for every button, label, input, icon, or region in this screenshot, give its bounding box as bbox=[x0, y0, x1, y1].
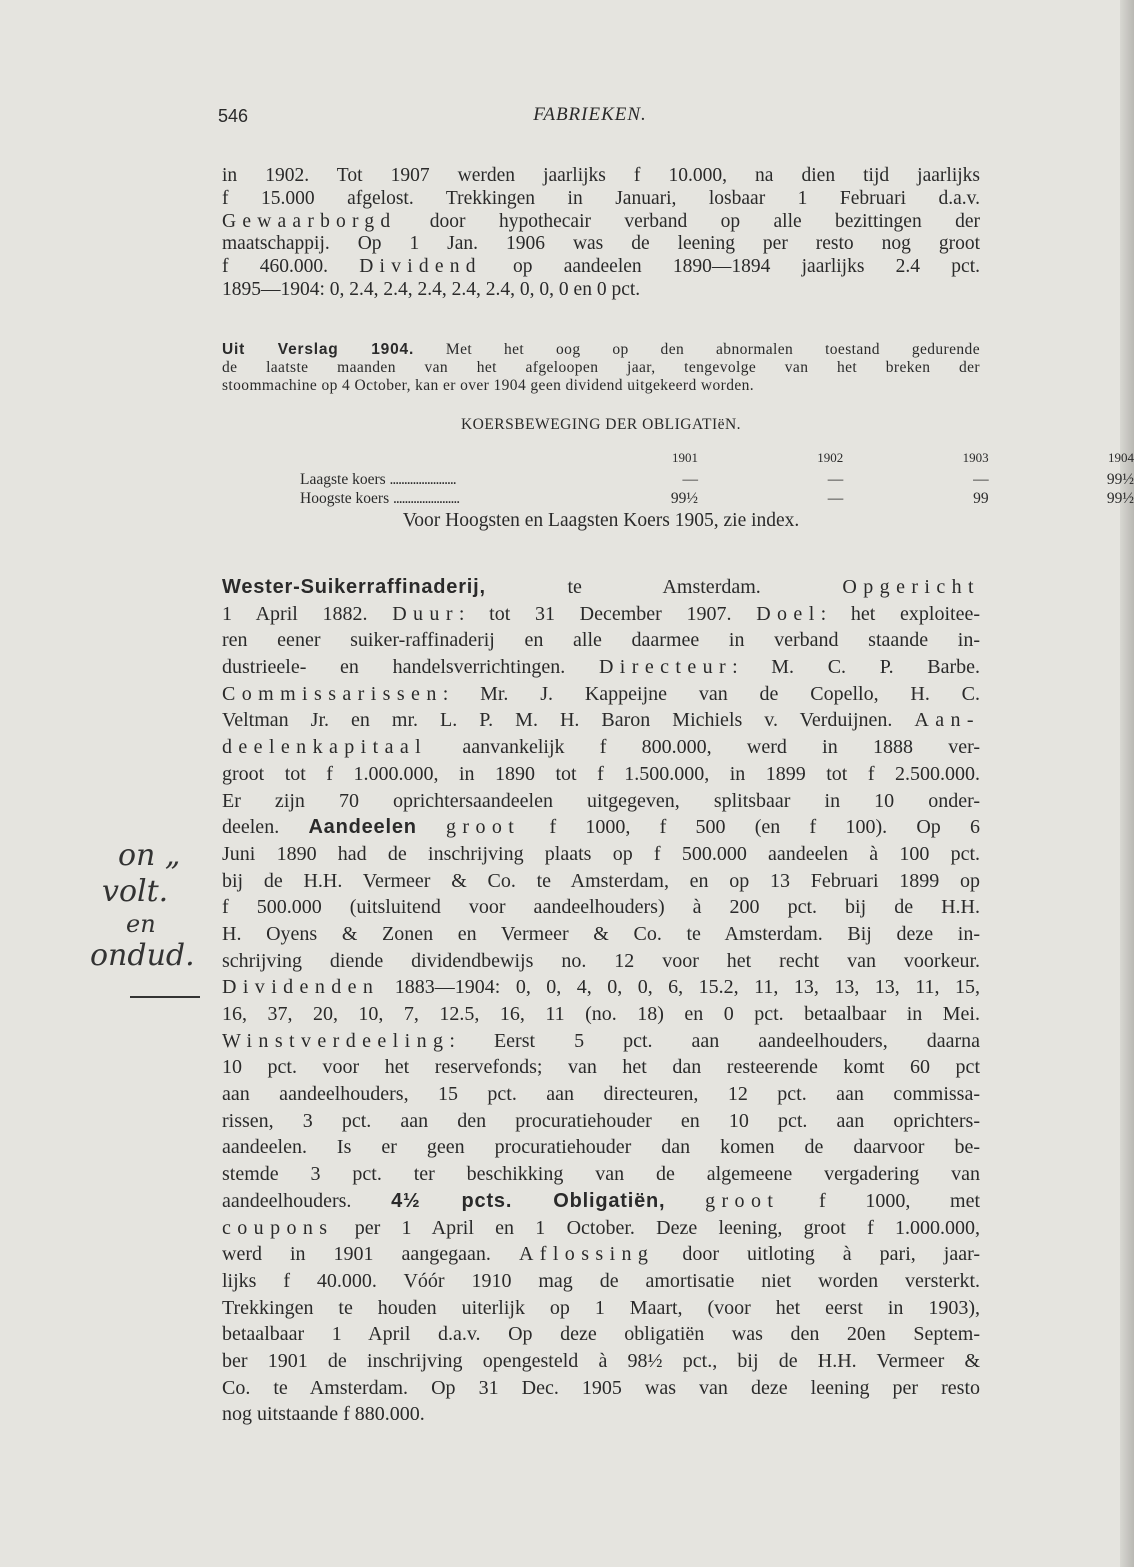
text-run: Veltman Jr. en mr. L. P. M. H. Baron Michiels v. Verduijnen. bbox=[222, 709, 915, 732]
table-cell: — bbox=[827, 470, 844, 488]
text-run: rissen, 3 pct. aan den procuratiehouder en 10 pct. aan oprichters- bbox=[222, 1109, 980, 1132]
spaced-keyword-run: Commissarissen bbox=[222, 682, 443, 705]
text-line bbox=[222, 1348, 980, 1375]
text-run: bij de H.H. Vermeer & Co. te Amsterdam, en op 13 Februari 1899 op bbox=[222, 869, 980, 892]
text-run: ren eener suiker-raffinaderij en alle daarmee in verband staande in- bbox=[222, 629, 980, 652]
page-edge bbox=[1120, 0, 1134, 1567]
text-run: lijks f 40.000. Vóór 1910 mag de amortisatie niet worden versterkt. bbox=[222, 1269, 980, 1292]
text-run: ber 1901 de inschrijving opengesteld à 98½ pct., bij de H.H. Vermeer & bbox=[222, 1349, 980, 1372]
text-run: dustrieele- en handelsverrichtingen. bbox=[222, 656, 599, 679]
text-run: nog uitstaande f 880.000. bbox=[222, 1403, 425, 1426]
spaced-keyword-run: Aan- bbox=[914, 709, 980, 732]
text-run: f 1000, f 500 (en f 100). Op 6 bbox=[520, 816, 981, 839]
text-run: 10 pct. voor het reservefonds; van het dan resteerende komt 60 pct bbox=[222, 1056, 980, 1079]
table-row bbox=[300, 489, 1134, 508]
table-cell: — bbox=[682, 470, 698, 488]
text-run: deelen. bbox=[222, 816, 309, 839]
text-line bbox=[222, 868, 980, 895]
text-run: te Amsterdam. bbox=[485, 576, 843, 598]
leader-dots: ....................... bbox=[389, 470, 456, 488]
text-line bbox=[222, 1001, 980, 1028]
koers-table bbox=[300, 446, 1134, 508]
text-run: : Mr. J. Kappeijne van de Copello, H. C. bbox=[442, 682, 980, 705]
text-run: aan aandeelhouders, 15 pct. aan directeuren, 12 pct. aan commissa- bbox=[222, 1083, 980, 1106]
text-line bbox=[222, 734, 980, 761]
table-note: Voor Hoogsten en Laagsten Koers 1905, zie index. bbox=[402, 510, 800, 531]
text-run: Juni 1890 had de inschrijving plaats op f 500.000 aandeelen à 100 pct. bbox=[222, 842, 980, 865]
text-run: Co. te Amsterdam. Op 31 Dec. 1905 was van deze leening per resto bbox=[222, 1376, 980, 1399]
text-line bbox=[222, 1268, 980, 1295]
spaced-keyword-run: Winstverdeeling bbox=[222, 1029, 450, 1052]
handwritten-line: ondud. bbox=[90, 938, 195, 973]
spaced-keyword-run: Doel bbox=[756, 602, 821, 625]
text-run: f 500.000 (uitsluitend voor aandeelhouders) à 200 pct. bij de H.H. bbox=[222, 896, 980, 919]
text-line bbox=[222, 1188, 980, 1215]
text-run: : tot 31 December 1907. bbox=[458, 602, 757, 625]
text-line bbox=[222, 233, 980, 256]
text-line bbox=[222, 841, 980, 868]
text-line bbox=[222, 574, 980, 601]
text-run: betaalbaar 1 April d.a.v. Op deze obligatiën was den 20en Septem- bbox=[222, 1323, 980, 1346]
text-line bbox=[222, 814, 980, 841]
table-cell: 99 bbox=[973, 489, 989, 507]
text-line bbox=[222, 1401, 980, 1428]
text-line bbox=[222, 894, 980, 921]
text-line bbox=[222, 974, 980, 1001]
text-line bbox=[222, 627, 980, 654]
year-header: 1904 bbox=[1108, 450, 1134, 465]
table-cell: — bbox=[827, 489, 844, 507]
table-cell: 99½ bbox=[1106, 489, 1134, 507]
text-line bbox=[222, 1241, 980, 1268]
text-line bbox=[222, 1028, 980, 1055]
text-line bbox=[222, 788, 980, 815]
text-run: 16, 37, 20, 10, 7, 12.5, 16, 11 (no. 18) en 0 pct. betaalbaar in Mei. bbox=[222, 1003, 980, 1025]
text-run: de laatste maanden van het afgeloopen jaar, tengevolge van het breken der bbox=[222, 359, 980, 376]
handwritten-line: volt. bbox=[102, 874, 169, 909]
bold-heading-run: Aandeelen bbox=[308, 816, 417, 839]
text-run: door hypothecair verband op alle bezittingen der bbox=[396, 210, 980, 232]
text-line bbox=[222, 1108, 980, 1135]
paragraph-bond-details bbox=[222, 165, 980, 302]
text-line bbox=[222, 211, 980, 234]
table-cell: 99½ bbox=[670, 489, 698, 507]
text-run: H. Oyens & Zonen en Vermeer & Co. te Amsterdam. Bij deze in- bbox=[222, 922, 980, 945]
handwritten-underline bbox=[130, 996, 200, 998]
text-run: Met het oog op den abnormalen toestand gedurende bbox=[414, 341, 980, 358]
text-run: Trekkingen te houden uiterlijk op 1 Maart, (voor het eerst in 1903), bbox=[222, 1296, 980, 1319]
spaced-keyword-run: Gewaarborgd bbox=[222, 210, 397, 232]
text-line bbox=[222, 921, 980, 948]
paragraph-wester-suikerraffinaderij bbox=[222, 574, 980, 1428]
handwritten-margin-note bbox=[90, 838, 210, 974]
spaced-keyword-run: deelenkapitaal bbox=[222, 736, 428, 759]
text-run: stoommachine op 4 October, kan er over 1904 geen dividend uitgekeerd worden. bbox=[222, 377, 755, 394]
text-run: aandeelhouders. bbox=[222, 1189, 392, 1212]
text-line bbox=[222, 188, 980, 211]
text-line bbox=[222, 341, 980, 359]
year-header: 1903 bbox=[962, 450, 989, 465]
table-cell: — bbox=[973, 470, 989, 488]
text-line bbox=[222, 707, 980, 734]
text-run: 1 April 1882. bbox=[222, 602, 393, 625]
text-line bbox=[222, 165, 980, 188]
text-line bbox=[222, 761, 980, 788]
row-label: Hoogste koers bbox=[300, 489, 390, 507]
text-line bbox=[222, 948, 980, 975]
text-run: stemde 3 pct. ter beschikking van de algemeene vergadering van bbox=[222, 1163, 980, 1186]
text-line bbox=[222, 1134, 980, 1161]
text-line bbox=[222, 1295, 980, 1322]
text-line bbox=[222, 1215, 980, 1242]
spaced-keyword-run: Dividenden bbox=[222, 976, 380, 999]
text-run: per 1 April en 1 October. Deze leening, groot f 1.000.000, bbox=[333, 1216, 980, 1239]
table-header-row bbox=[300, 446, 1134, 470]
text-run: werd in 1901 aangegaan. bbox=[222, 1243, 519, 1266]
bold-heading-run: Uit Verslag 1904. bbox=[222, 341, 415, 358]
text-run: aandeelen. Is er geen procuratiehouder dan komen de daarvoor be- bbox=[222, 1136, 980, 1159]
text-run: 1895—1904: 0, 2.4, 2.4, 2.4, 2.4, 2.4, 0, 0, 0 en 0 pct. bbox=[222, 278, 641, 300]
row-label: Laagste koers bbox=[300, 470, 386, 488]
text-run: Er zijn 70 oprichtersaandeelen uitgegeven, splitsbaar in 10 onder- bbox=[222, 789, 980, 812]
text-run: in 1902. Tot 1907 werden jaarlijks f 10.000, na dien tijd jaarlijks bbox=[222, 165, 980, 186]
text-line bbox=[222, 1054, 980, 1081]
bold-heading-run: 4½ pcts. Obligatiën, bbox=[391, 1189, 666, 1212]
text-run: f 1000, met bbox=[779, 1189, 981, 1212]
handwritten-line: en bbox=[126, 910, 156, 938]
text-line bbox=[222, 1081, 980, 1108]
text-line bbox=[222, 601, 980, 628]
table-title: KOERSBEWEGING DER OBLIGATIëN. bbox=[460, 416, 742, 433]
text-run: schrijving diende dividendbewijs no. 12 voor het recht van voorkeur. bbox=[222, 949, 980, 972]
spaced-keyword-run: groot bbox=[446, 816, 521, 839]
text-run: : het exploitee- bbox=[820, 602, 980, 625]
text-run bbox=[665, 1190, 705, 1212]
text-line bbox=[222, 359, 980, 377]
spaced-keyword-run: Opgericht bbox=[842, 576, 980, 598]
text-run: : Eerst 5 pct. aan aandeelhouders, daarna bbox=[449, 1029, 980, 1052]
spaced-keyword-run: Directeur bbox=[598, 656, 733, 679]
spaced-keyword-run: Duur bbox=[392, 602, 459, 625]
year-header: 1902 bbox=[817, 450, 844, 465]
text-run: 1883—1904: 0, 0, 4, 0, 0, 6, 15.2, 11, 13, 13, 13, 11, 15, bbox=[379, 976, 980, 999]
running-head: FABRIEKEN. bbox=[533, 104, 647, 125]
page-number: 546 bbox=[218, 106, 249, 126]
text-run: : M. C. P. Barbe. bbox=[732, 656, 981, 679]
table-row bbox=[300, 470, 1134, 489]
text-run: groot tot f 1.000.000, in 1890 tot f 1.500.000, in 1899 tot f 2.500.000. bbox=[222, 762, 980, 785]
text-line bbox=[222, 1321, 980, 1348]
text-line bbox=[222, 279, 980, 302]
spaced-keyword-run: groot bbox=[705, 1189, 780, 1212]
text-line bbox=[222, 377, 980, 395]
year-header: 1901 bbox=[672, 450, 698, 465]
bold-heading-run: Wester-Suikerraffinaderij, bbox=[222, 576, 486, 598]
text-run: door uitloting à pari, jaar- bbox=[654, 1243, 980, 1266]
text-run: f 15.000 afgelost. Trekkingen in Januari, losbaar 1 Februari d.a.v. bbox=[222, 187, 980, 209]
leader-dots: ....................... bbox=[393, 489, 460, 507]
text-line bbox=[222, 654, 980, 681]
text-run bbox=[417, 816, 446, 838]
handwritten-line: on „ bbox=[118, 838, 181, 873]
text-line bbox=[222, 681, 980, 708]
spaced-keyword-run: coupons bbox=[222, 1216, 334, 1239]
spaced-keyword-run: Aflossing bbox=[518, 1243, 655, 1266]
text-run: maatschappij. Op 1 Jan. 1906 was de leening per resto nog groot bbox=[222, 233, 980, 255]
table-cell: 99½ bbox=[1106, 470, 1134, 488]
text-line bbox=[222, 256, 980, 279]
text-line bbox=[222, 1375, 980, 1402]
text-run: f 460.000. bbox=[222, 256, 360, 278]
spaced-keyword-run: Dividend bbox=[359, 256, 482, 278]
paragraph-uit-verslag bbox=[222, 341, 980, 395]
text-run: op aandeelen 1890—1894 jaarlijks 2.4 pct. bbox=[481, 256, 980, 278]
text-run: aanvankelijk f 800.000, werd in 1888 ver- bbox=[427, 736, 980, 759]
text-line bbox=[222, 1161, 980, 1188]
